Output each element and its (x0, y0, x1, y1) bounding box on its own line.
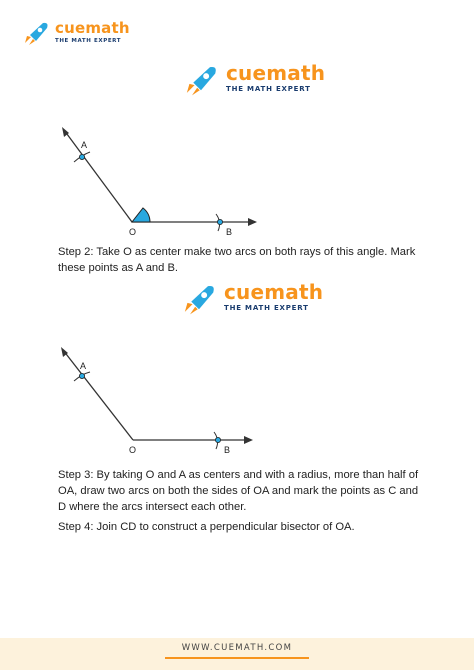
step-4-text: Step 4: Join CD to construct a perpendicular bisector of OA. (58, 521, 355, 533)
header-logo-wordmark: cuemath (55, 19, 130, 37)
label-b-1: B (226, 227, 233, 237)
step-2-text: Step 2: Take O as center make two arcs on both rays of this angle. Mark these points as A and B. (58, 246, 416, 274)
header-logo-tagline: THE MATH EXPERT (55, 38, 122, 44)
label-b-2: B (224, 445, 231, 455)
ray-oa-2 (63, 350, 133, 440)
arrowhead-b-2 (244, 436, 253, 444)
center-logo-1-tagline: THE MATH EXPERT (226, 85, 311, 93)
step-3-text: Step 3: By taking O and A as centers and with a radius, more than half of OA, draw two arcs on both the sides of OA and mark the points as C and D where the arcs intersect each other. (58, 469, 419, 513)
point-b-2 (215, 437, 220, 442)
point-a-2 (79, 373, 84, 378)
footer-url: WWW.CUEMATH.COM (181, 643, 293, 653)
center-logo-2-tagline: THE MATH EXPERT (224, 304, 309, 312)
footer-accent-line (165, 657, 309, 659)
center-logo-1-wordmark: cuemath (226, 61, 326, 85)
label-a-2: A (80, 361, 87, 371)
label-a-1: A (81, 140, 88, 150)
label-o-1: O (129, 227, 137, 237)
center-logo-2-wordmark: cuemath (224, 280, 324, 304)
label-o-2: O (129, 445, 137, 455)
